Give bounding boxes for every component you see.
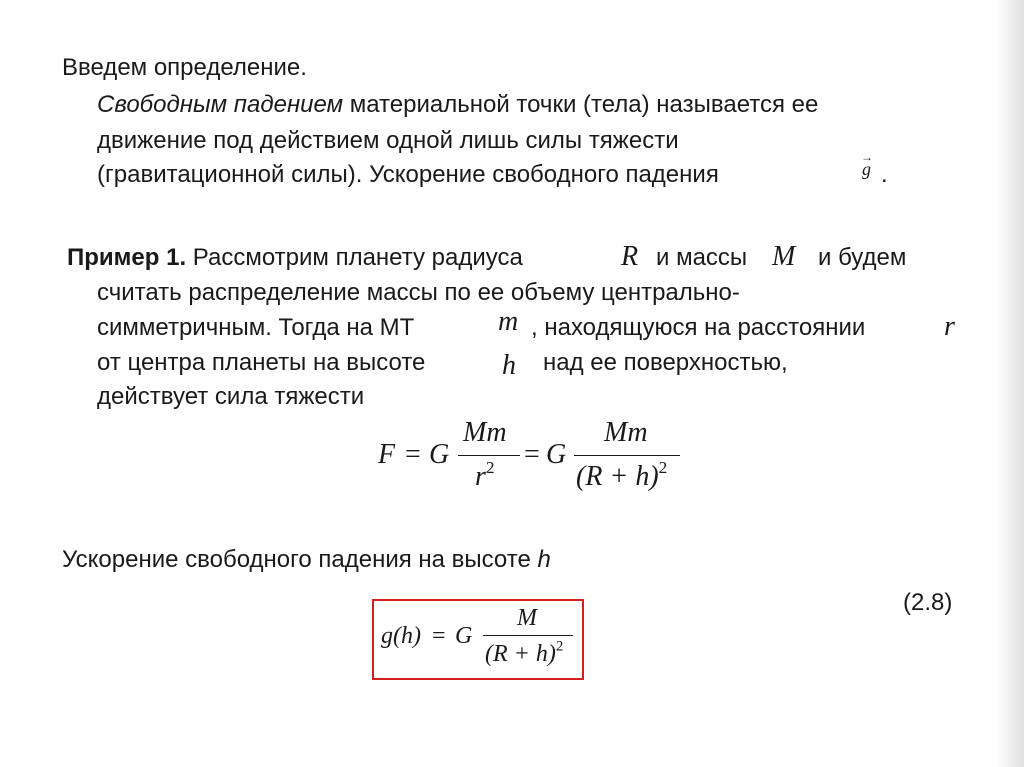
force-den-2: $(R + h)^2$: [576, 457, 668, 492]
definition-period: .: [881, 161, 888, 188]
symbol-M: M: [772, 241, 796, 272]
definition-text-1: материальной точки (тела) называется ее: [343, 91, 819, 118]
symbol-m: m: [498, 306, 519, 337]
force-num-2: Mm: [604, 417, 648, 448]
force-eq-2: =: [524, 439, 540, 470]
g-vector-symbol: g: [862, 159, 871, 179]
definition-line-2: движение под действием одной лишь силы тяжести: [97, 127, 679, 154]
force-den-1: $r^2$: [475, 457, 495, 492]
accel-eq: =: [432, 623, 446, 649]
definition-line-3: (гравитационной силы). Ускорение свободного падения: [97, 161, 719, 188]
example-and-will: и будем: [818, 244, 907, 271]
slide-edge-shadow: [996, 0, 1024, 767]
acceleration-text: Ускорение свободного падения на высоте: [62, 546, 538, 573]
force-eq-1: =: [405, 439, 421, 470]
intro-heading: Введем определение.: [62, 54, 307, 81]
equation-number: (2.8): [903, 589, 953, 616]
example-line-4a: от центра планеты на высоте: [97, 349, 426, 376]
example-and-mass: и массы: [656, 244, 748, 271]
example-label: Пример 1.: [67, 244, 187, 271]
example-text-1: Рассмотрим планету радиуса: [186, 244, 523, 271]
vector-arrow-icon: →: [861, 150, 873, 164]
example-line-5: действует сила тяжести: [97, 383, 365, 410]
acceleration-line: [62, 548, 551, 572]
acceleration-h: h: [537, 546, 551, 573]
example-line-2: считать распределение массы по ее объему центрально-: [97, 279, 740, 306]
force-G-1: G: [429, 439, 450, 470]
example-line-1: [67, 246, 523, 270]
force-fraction-bar-1: [458, 455, 520, 456]
definition-line-1: [97, 93, 818, 117]
force-num-1: Mm: [463, 417, 507, 448]
accel-G: G: [455, 623, 473, 649]
accel-fraction-bar: [483, 635, 573, 636]
force-lhs: F: [378, 439, 396, 470]
accel-den: $(R + h)^2$: [485, 638, 564, 667]
force-fraction-bar-2: [574, 455, 680, 456]
symbol-R: R: [621, 241, 639, 272]
symbol-r: r: [944, 311, 955, 342]
example-line-3b: , находящуюся на расстоянии: [531, 314, 866, 341]
example-line-3a: симметричным. Тогда на МТ: [97, 314, 415, 341]
accel-lhs: g(h): [381, 623, 421, 649]
accel-num: M: [517, 605, 537, 631]
symbol-h: h: [502, 350, 516, 381]
example-line-4b: над ее поверхностью,: [543, 349, 788, 376]
force-G-2: G: [546, 439, 567, 470]
definition-term: Свободным падением: [97, 91, 344, 118]
